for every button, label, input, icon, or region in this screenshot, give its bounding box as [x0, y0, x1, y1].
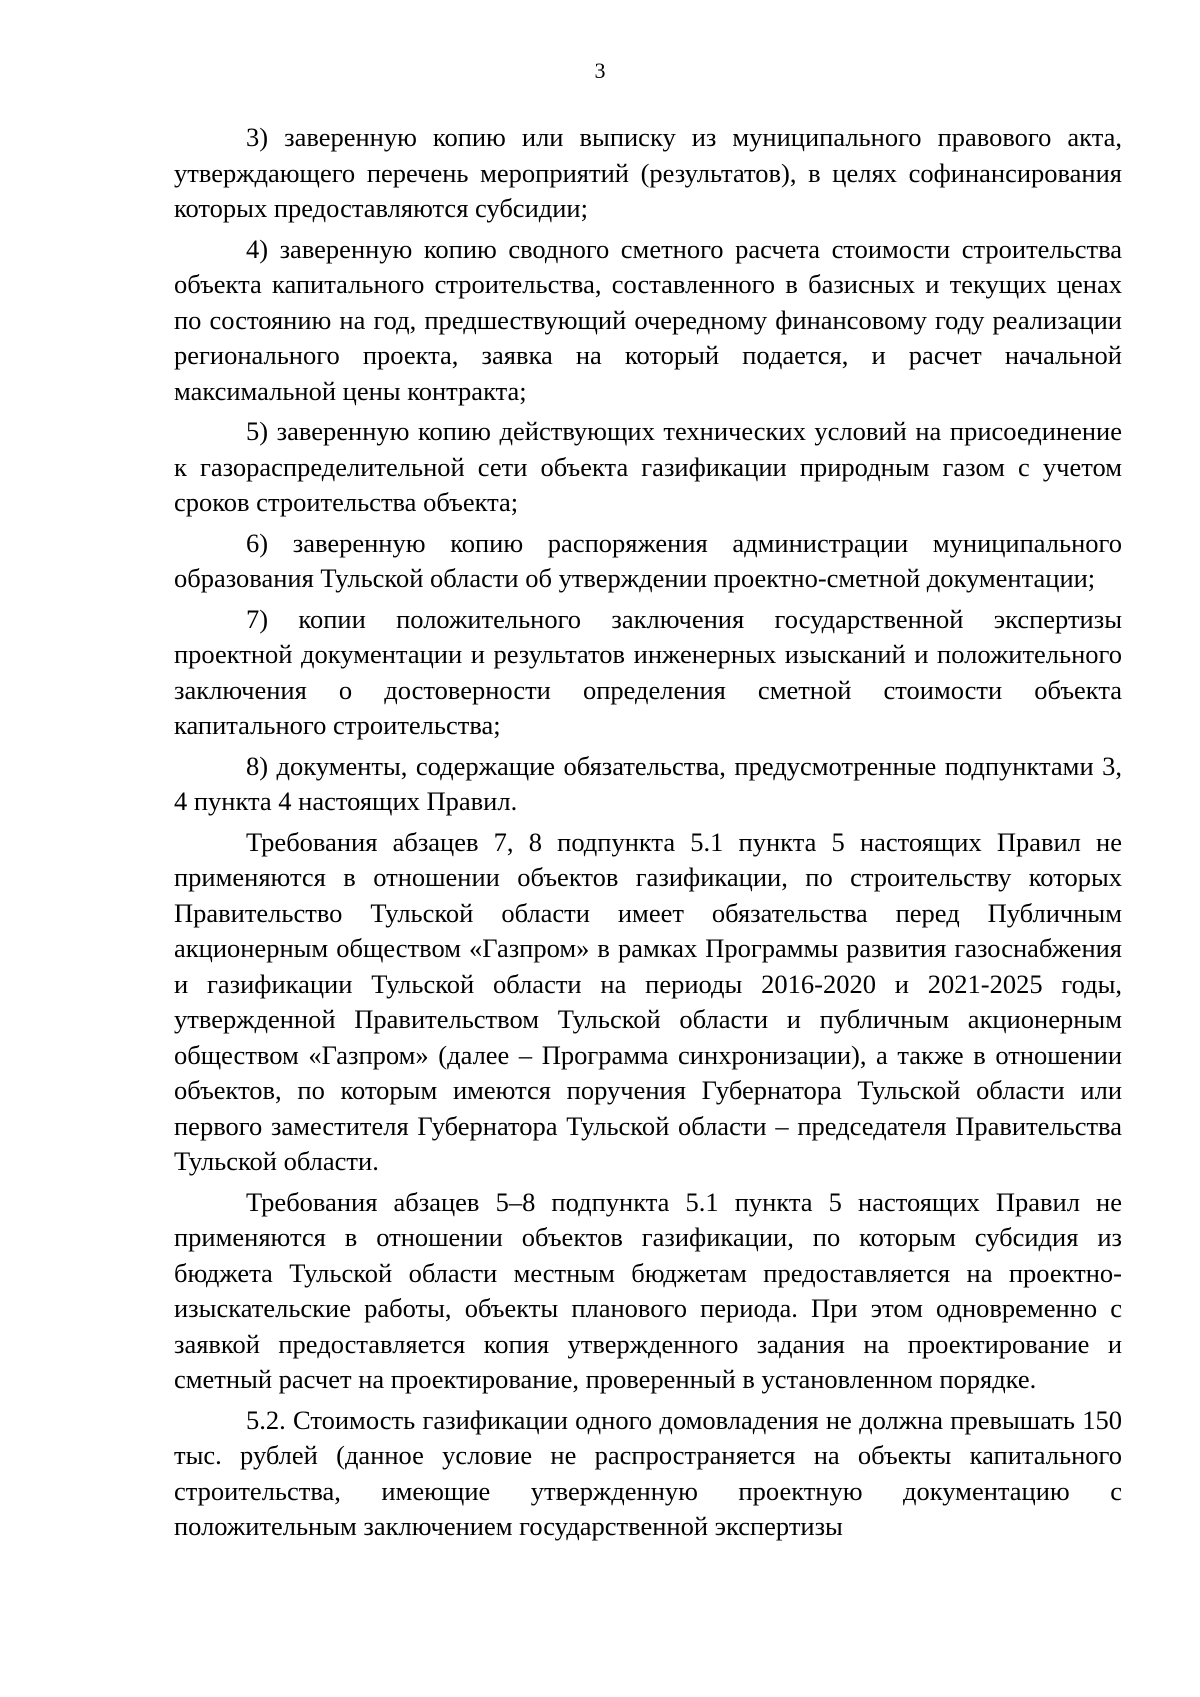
paragraph-item-3: 3) заверенную копию или выписку из муниципального правового акта, утверждающего перечень мероприятий (результатов), в целях софинансирования которых предоставляются субсидии;	[174, 122, 1122, 223]
paragraph-item-7: 7) копии положительного заключения государственной экспертизы проектной документации и результатов инженерных изысканий и положительного заключения о достоверности определения сметной стоимости объекта капитального строительства;	[174, 603, 1122, 740]
page-number: 3	[594, 58, 606, 83]
paragraph-item-5: 5) заверенную копию действующих технических условий на присоединение к газораспределительной сети объекта газификации природным газом с учетом сроков строительства объекта;	[174, 416, 1122, 517]
paragraph-clause-5-2: 5.2. Стоимость газификации одного домовладения не должна превышать 150 тыс. рублей (данное условие не распространяется на объекты капитального строительства, имеющие утвержденную проектную документацию с положительным заключением государственной экспертизы	[174, 1404, 1122, 1541]
paragraph-item-6: 6) заверенную копию распоряжения администрации муниципального образования Тульской области об утверждении проектно-сметной документации;	[174, 527, 1122, 593]
paragraph-item-4: 4) заверенную копию сводного сметного расчета стоимости строительства объекта капитального строительства, составленного в базисных и текущих ценах по состоянию на год, предшествующий очередному финансовому году реализации регионального проекта, заявка на который подается, и расчет начальной максимальной цены контракта;	[174, 233, 1122, 406]
document-body	[174, 120, 1122, 1550]
paragraph-requirements-5-8: Требования абзацев 5–8 подпункта 5.1 пункта 5 настоящих Правил не применяются в отношении объектов газификации, по которым субсидия из бюджета Тульской области местным бюджетам предоставляется на проектно-изыскательские работы, объекты планового периода. При этом одновременно с заявкой предоставляется копия утвержденного задания на проектирование и сметный расчет на проектирование, проверенный в установленном порядке.	[174, 1186, 1122, 1394]
paragraph-requirements-7-8: Требования абзацев 7, 8 подпункта 5.1 пункта 5 настоящих Правил не применяются в отношении объектов газификации, по строительству которых Правительство Тульской области имеет обязательства перед Публичным акционерным обществом «Газпром» в рамках Программы развития газоснабжения и газификации Тульской области на периоды 2016-2020 и 2021-2025 годы, утвержденной Правительством Тульской области и публичным акционерным обществом «Газпром» (далее – Программа синхронизации), а также в отношении объектов, по которым имеются поручения Губернатора Тульской области или первого заместителя Губернатора Тульской области – председателя Правительства Тульской области.	[174, 826, 1122, 1176]
paragraph-item-8: 8) документы, содержащие обязательства, предусмотренные подпунктами 3, 4 пункта 4 настоящих Правил.	[174, 750, 1122, 816]
